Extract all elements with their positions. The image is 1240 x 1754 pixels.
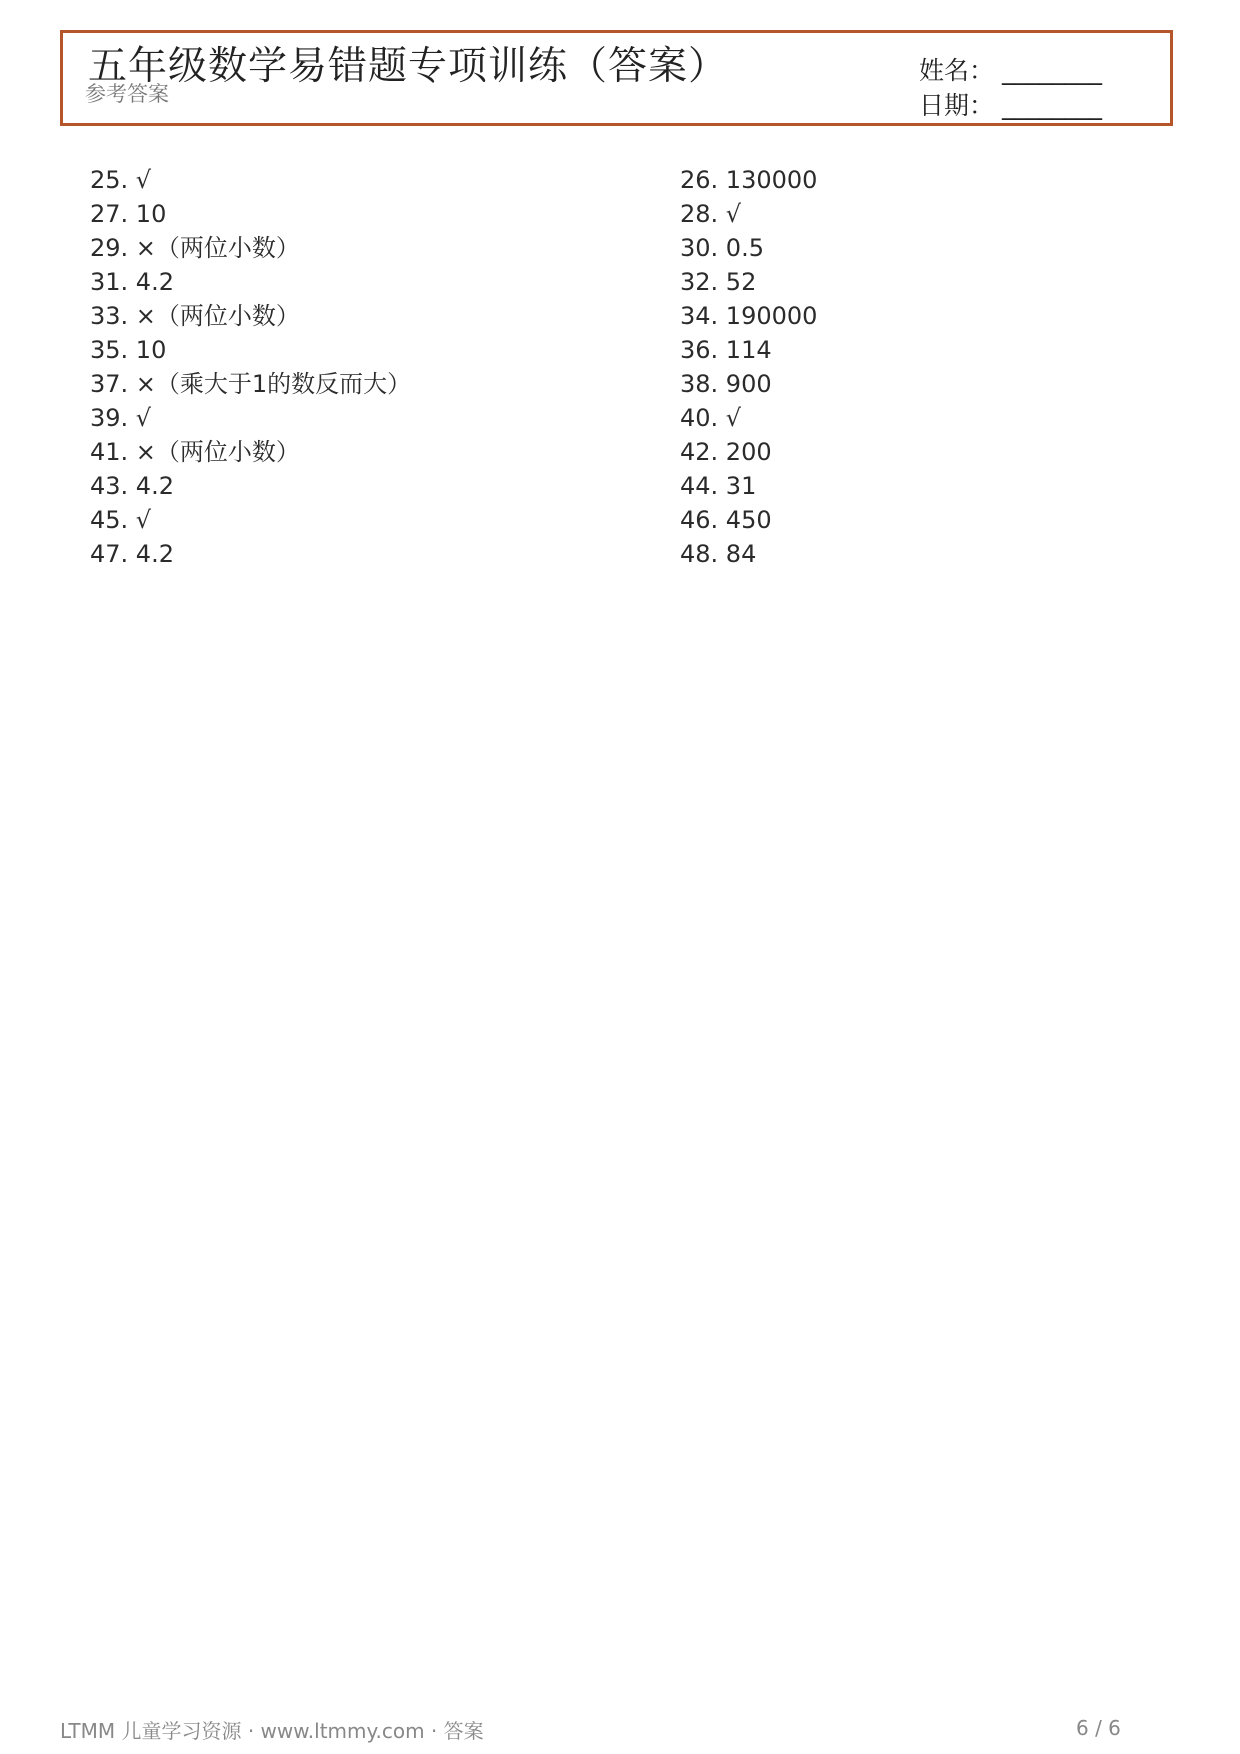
answer-item: 35. 10 (90, 336, 167, 364)
answer-item: 31. 4.2 (90, 268, 174, 296)
answer-item: 43. 4.2 (90, 472, 174, 500)
answer-item: 27. 10 (90, 200, 167, 228)
name-field (919, 55, 1102, 87)
answer-item: 33. ×（两位小数） (90, 302, 300, 330)
page-subtitle: 参考答案 (85, 82, 169, 106)
answer-item: 28. √ (680, 200, 742, 228)
answer-item: 32. 52 (680, 268, 757, 296)
answer-item: 38. 900 (680, 370, 772, 398)
page-number: 6 / 6 (1076, 1716, 1121, 1740)
answer-item: 41. ×（两位小数） (90, 438, 300, 466)
name-blank: ________ (1002, 56, 1103, 85)
answer-item: 46. 450 (680, 506, 772, 534)
answer-list (90, 163, 1090, 571)
answer-item: 29. ×（两位小数） (90, 234, 300, 262)
page-title: 五年级数学易错题专项训练（答案） (88, 44, 729, 89)
answer-item: 36. 114 (680, 336, 772, 364)
answer-item: 26. 130000 (680, 166, 818, 194)
name-label: 姓名： (919, 56, 995, 85)
answer-item: 40. √ (680, 404, 742, 432)
answer-item: 25. √ (90, 166, 152, 194)
answer-item: 30. 0.5 (680, 234, 764, 262)
date-label: 日期： (919, 91, 995, 120)
answer-item: 44. 31 (680, 472, 757, 500)
answer-item: 39. √ (90, 404, 152, 432)
answer-item: 37. ×（乘大于1的数反而大） (90, 370, 412, 398)
answer-item: 48. 84 (680, 540, 757, 568)
header-box (60, 30, 1173, 126)
footer-source: LTMM 儿童学习资源 · www.ltmmy.com · 答案 (60, 1719, 484, 1743)
answer-item: 42. 200 (680, 438, 772, 466)
answer-item: 45. √ (90, 506, 152, 534)
date-blank: ________ (1002, 91, 1103, 120)
answer-item: 34. 190000 (680, 302, 818, 330)
date-field (919, 90, 1102, 122)
answer-item: 47. 4.2 (90, 540, 174, 568)
